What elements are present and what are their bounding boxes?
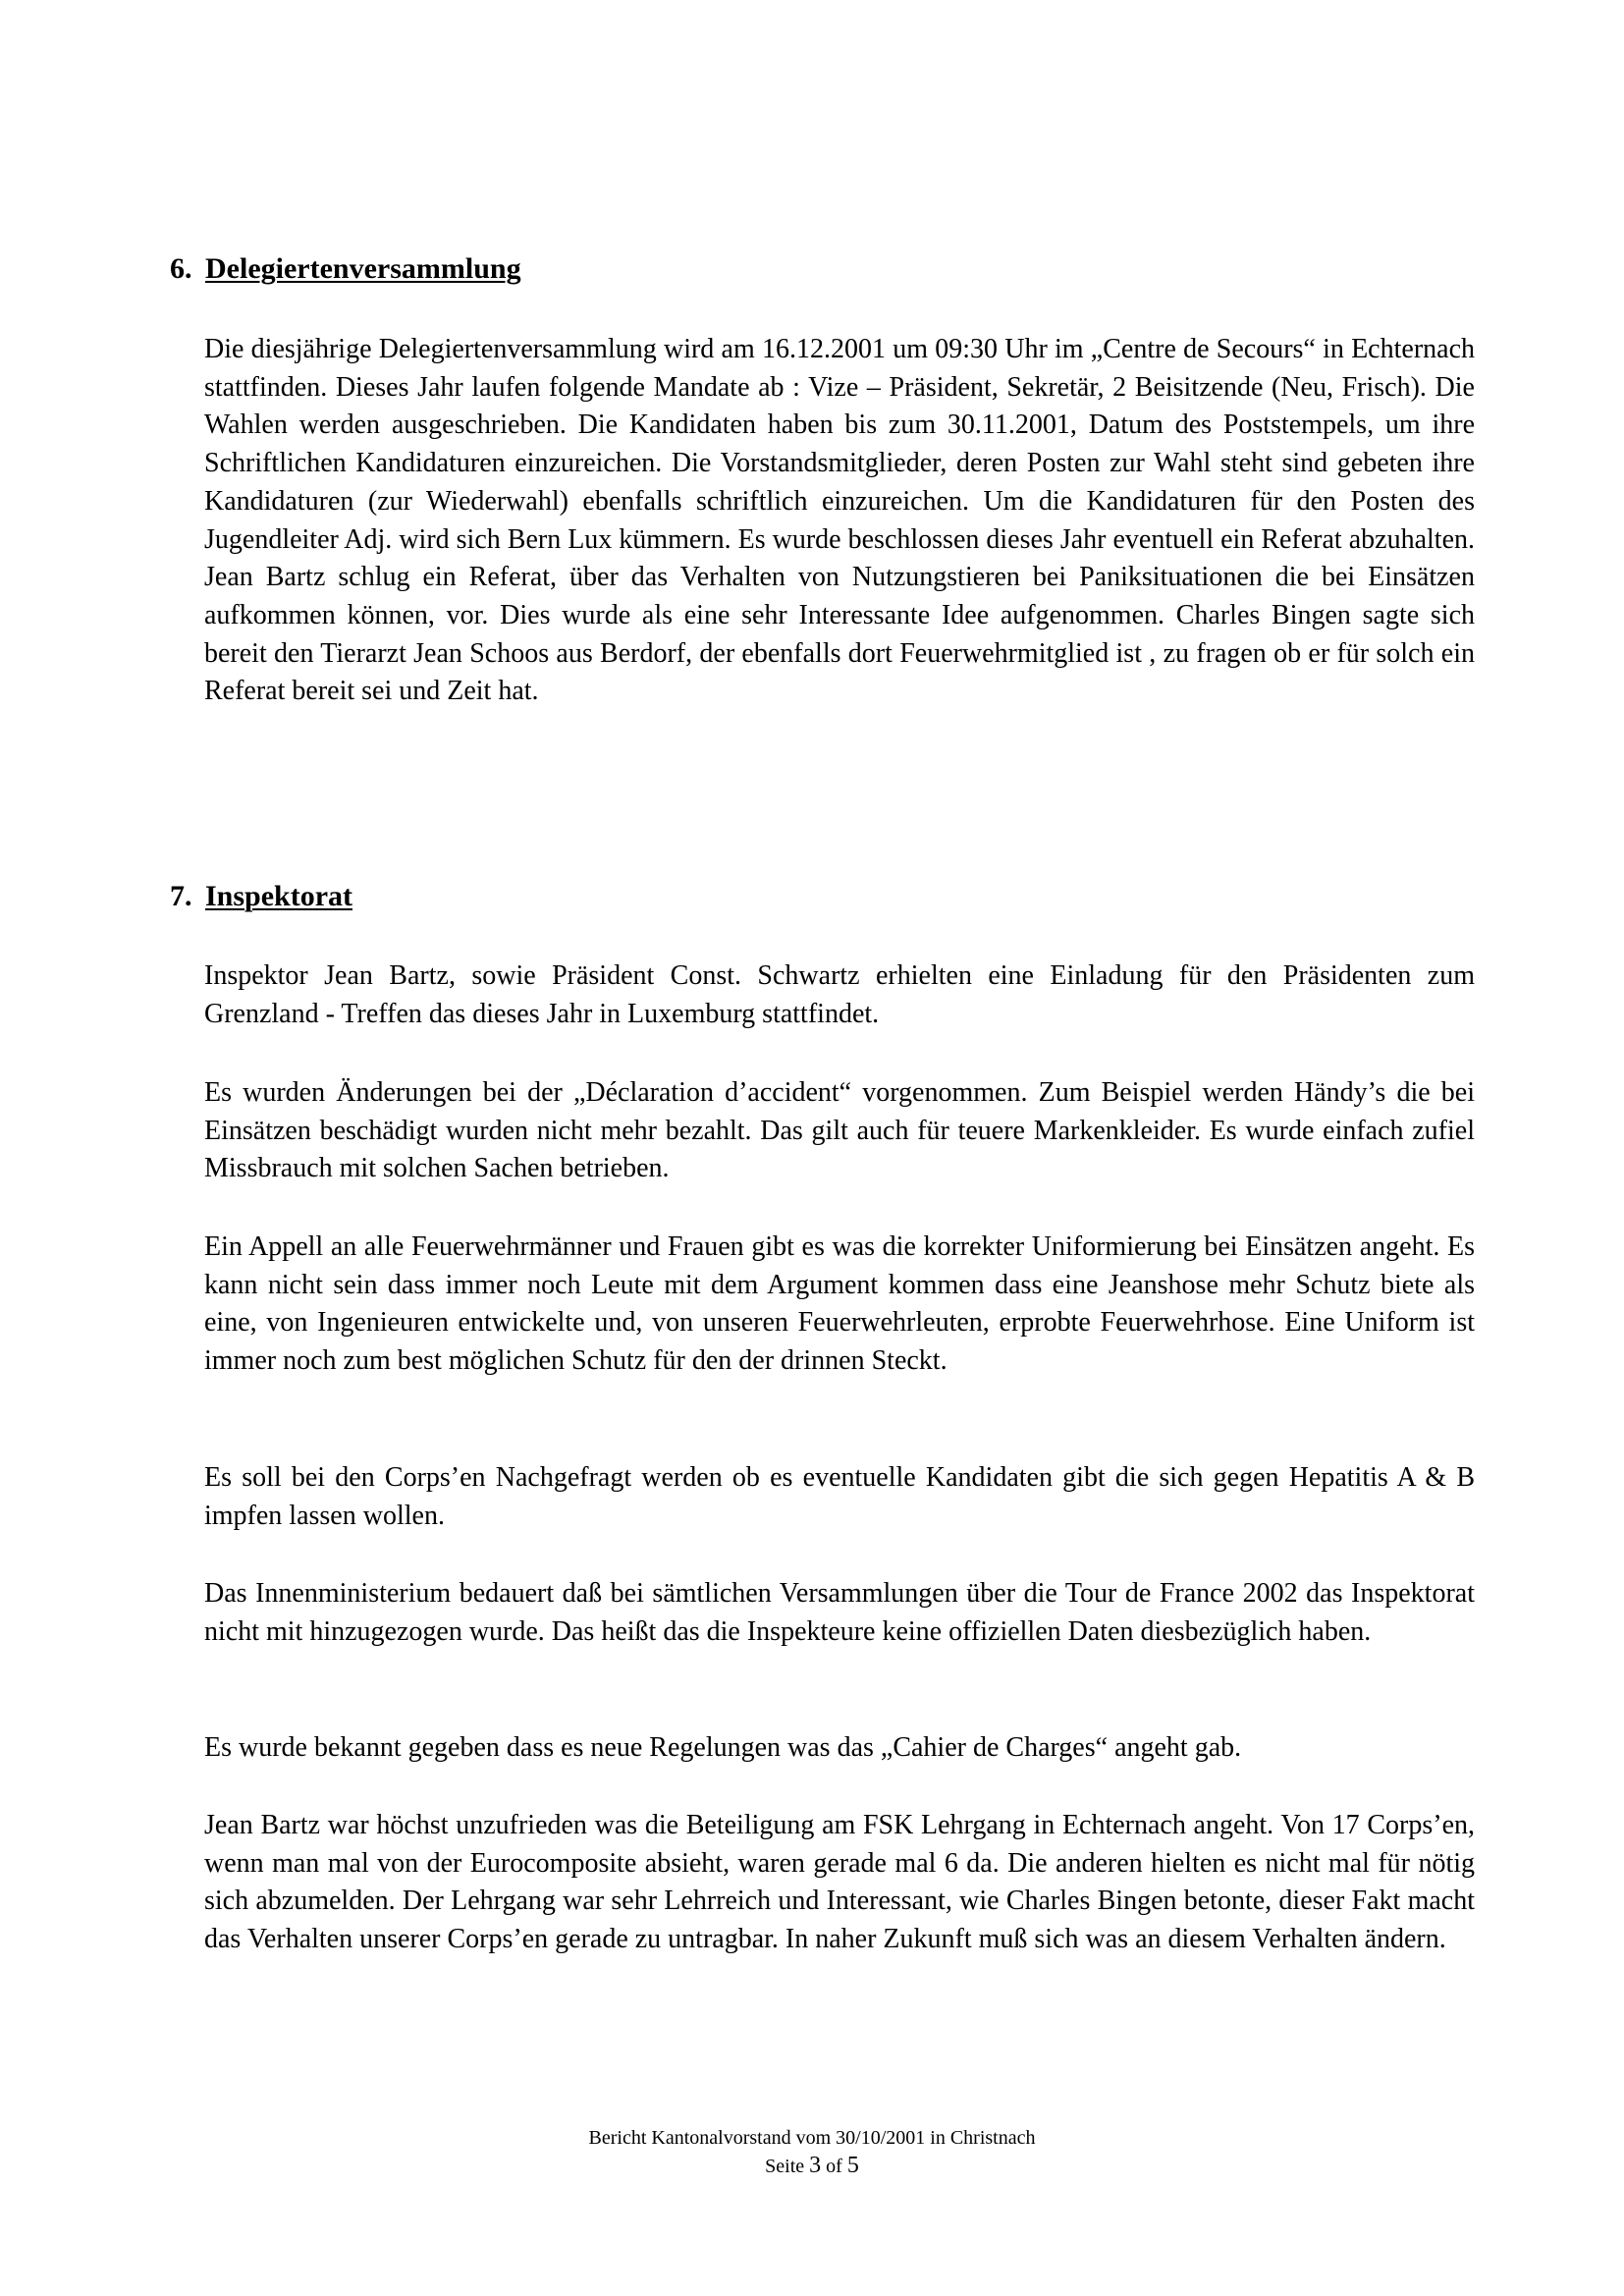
footer-page-number	[0, 2153, 1624, 2180]
section-7-paragraph-4: Es soll bei den Corps’en Nachgefragt werden ob es eventuelle Kandidaten gibt die sich gegen Hepatitis A & B impfen lassen wollen.	[204, 1462, 1475, 1531]
section-7-paragraph-3: Ein Appell an alle Feuerwehrmänner und Frauen gibt es was die korrekter Uniformierung bei Einsätzen angeht. Es kann nicht sein dass immer noch Leute mit dem Argument kommen dass eine Jeanshose mehr Schutz biete als eine, von Ingenieuren entwickelte und, von unseren Feuerwehrleuten, erprobte Feuerwehrhose. Eine Uniform ist immer noch zum best möglichen Schutz für den der drinnen Steckt.	[204, 1231, 1475, 1377]
section-title: Inspektorat	[205, 880, 353, 912]
footer-page-current: 3	[809, 2153, 822, 2178]
footer-page-total: 5	[846, 2153, 859, 2178]
section-7-paragraph-2: Es wurden Änderungen bei der „Déclaration d’accident“ vorgenommen. Zum Beispiel werden Händy’s die bei Einsätzen beschädigt wurden nicht mehr bezahlt. Das gilt auch für teuere Markenkleider. Es wurde einfach zufiel Missbrauch mit solchen Sachen betrieben.	[204, 1077, 1475, 1184]
section-6-paragraph: Die diesjährige Delegiertenversammlung wird am 16.12.2001 um 09:30 Uhr im „Centre de Secours“ in Echternach stattfinden. Dieses Jahr laufen folgende Mandate ab : Vize – Präsident, Sekretär, 2 Beisitzende (Neu, Frisch). Die Wahlen werden ausgeschrieben. Die Kandidaten haben bis zum 30.11.2001, Datum des Poststempels, um ihre Schriftlichen Kandidaturen einzureichen. Die Vorstandsmitglieder, deren Posten zur Wahl steht sind gebeten ihre Kandidaturen (zur Wiederwahl) ebenfalls schriftlich einzureichen. Um die Kandidaturen für den Posten des Jugendleiter Adj. wird sich Bern Lux kümmern. Es wurde beschlossen dieses Jahr eventuell ein Referat abzuhalten. Jean Bartz schlug ein Referat, über das Verhalten von Nutzungstieren bei Paniksituationen die bei Einsätzen aufkommen können, vor. Dies wurde als eine sehr Interessante Idee aufgenommen. Charles Bingen sagte sich bereit den Tierarzt Jean Schoos aus Berdorf, der ebenfalls dort Feuerwehrmitglied ist , zu fragen ob er für solch ein Referat bereit sei und Zeit hat.	[204, 334, 1475, 707]
footer-report-line: Bericht Kantonalvorstand vom 30/10/2001 in Christnach	[588, 2127, 1036, 2149]
section-title: Delegiertenversammlung	[205, 252, 521, 285]
footer-seite-label: Seite	[765, 2156, 805, 2177]
section-7-paragraph-6: Es wurde bekannt gegeben dass es neue Regelungen was das „Cahier de Charges“ angeht gab.	[204, 1732, 1242, 1763]
footer-of-label: of	[826, 2156, 842, 2177]
section-7-paragraph-1: Inspektor Jean Bartz, sowie Präsident Const. Schwartz erhielten eine Einladung für den Präsidenten zum Grenzland - Treffen das dieses Jahr in Luxemburg stattfindet.	[204, 960, 1475, 1029]
section-7-paragraph-5: Das Innenministerium bedauert daß bei sämtlichen Versammlungen über die Tour de France 2002 das Inspektorat nicht mit hinzugezogen wurde. Das heißt das die Inspekteure keine offiziellen Daten diesbezüglich haben.	[204, 1578, 1475, 1647]
section-number: 6.	[170, 252, 192, 285]
section-7-paragraph-7: Jean Bartz war höchst unzufrieden was die Beteiligung am FSK Lehrgang in Echternach angeht. Von 17 Corps’en, wenn man mal von der Eurocomposite absieht, waren gerade mal 6 da. Die anderen hielten es nicht mal für nötig sich abzumelden. Der Lehrgang war sehr Lehrreich und Interessant, wie Charles Bingen betonte, dieser Fakt macht das Verhalten unserer Corps’en gerade zu untragbar. In naher Zukunft muß sich was an diesem Verhalten ändern.	[204, 1810, 1475, 1955]
section-heading-6	[170, 251, 521, 287]
section-heading-7	[170, 879, 352, 914]
section-number: 7.	[170, 880, 192, 912]
